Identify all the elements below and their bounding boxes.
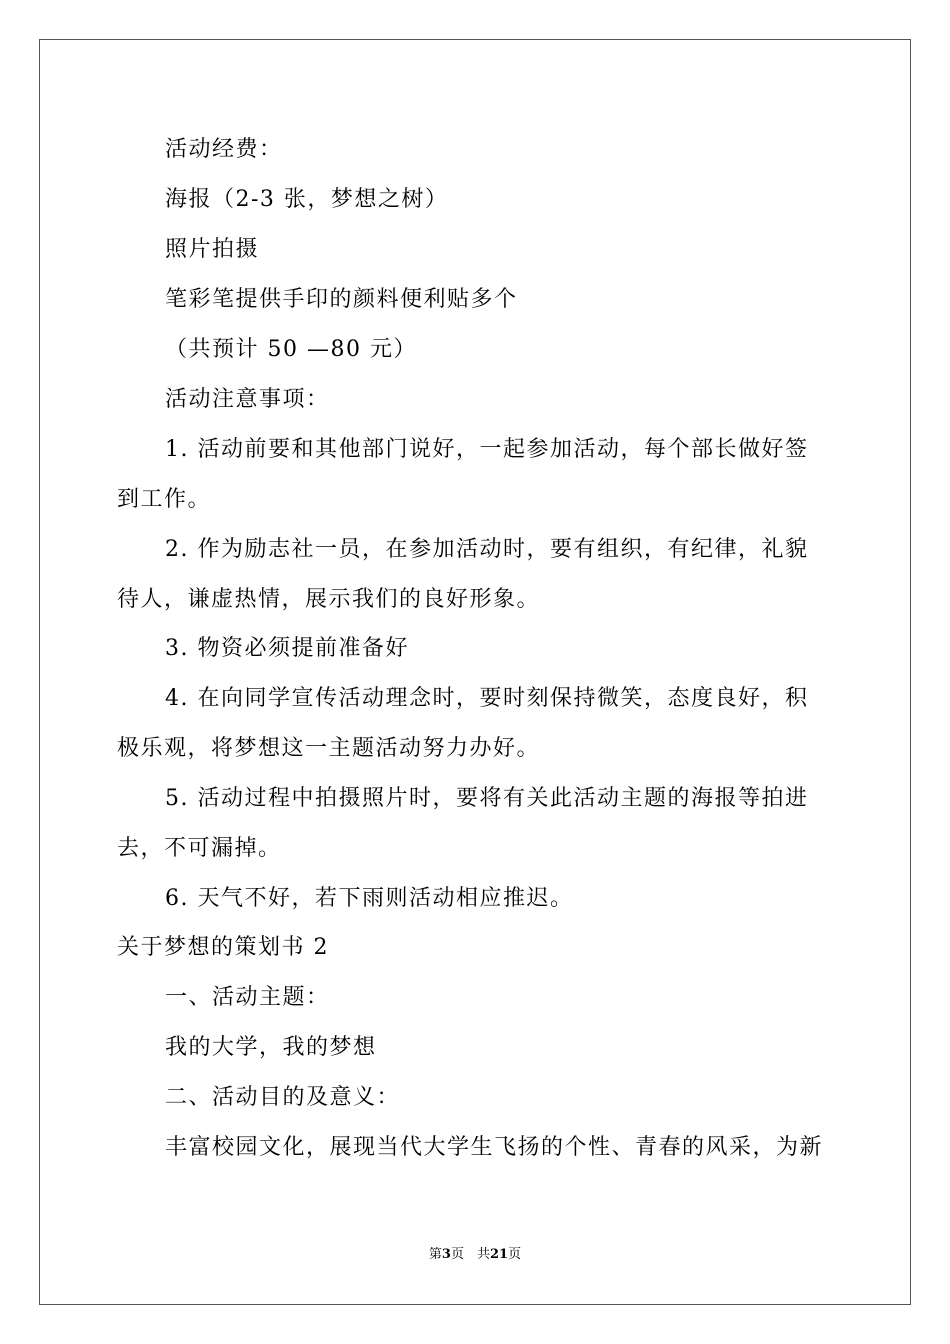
text-line: 我的大学，我的梦想 bbox=[165, 1035, 377, 1060]
list-item: 2. 作为励志社一员，在参加活动时，要有组织，有纪律，礼貌 bbox=[165, 537, 809, 562]
list-item: 4. 在向同学宣传活动理念时，要时刻保持微笑，态度良好，积 bbox=[165, 686, 809, 711]
text-line: （共预计 50 —80 元） bbox=[165, 337, 417, 362]
footer-page-suffix: 页 bbox=[508, 1247, 522, 1262]
list-item: 1. 活动前要和其他部门说好，一起参加活动，每个部长做好签 bbox=[165, 437, 809, 462]
text-line: 丰富校园文化，展现当代大学生飞扬的个性、青春的风采，为新 bbox=[165, 1135, 824, 1160]
list-item: 3. 物资必须提前准备好 bbox=[165, 636, 409, 661]
section-heading: 二、活动目的及意义： bbox=[165, 1085, 401, 1110]
list-item-continuation: 极乐观，将梦想这一主题活动努力办好。 bbox=[117, 736, 541, 761]
section-title: 关于梦想的策划书 2 bbox=[117, 935, 329, 960]
text-line: 笔彩笔提供手印的颜料便利贴多个 bbox=[165, 287, 518, 312]
section-heading: 活动注意事项： bbox=[165, 387, 330, 412]
text-line: 海报（2-3 张，梦想之树） bbox=[165, 187, 449, 212]
list-item: 5. 活动过程中拍摄照片时，要将有关此活动主题的海报等拍进 bbox=[165, 786, 809, 811]
footer-page-number: 3 bbox=[441, 1247, 451, 1262]
list-item: 6. 天气不好，若下雨则活动相应推迟。 bbox=[165, 886, 574, 911]
list-item-continuation: 去，不可漏掉。 bbox=[117, 836, 282, 861]
text-line: 照片拍摄 bbox=[165, 237, 260, 262]
footer-total-pages: 21 bbox=[489, 1247, 509, 1262]
text-line: 活动经费： bbox=[165, 137, 283, 162]
footer-page-prefix: 第 bbox=[428, 1247, 442, 1262]
footer-page-mid: 页 共 bbox=[450, 1247, 490, 1262]
section-heading: 一、活动主题： bbox=[165, 985, 330, 1010]
page-border bbox=[39, 39, 911, 1305]
list-item-continuation: 到工作。 bbox=[117, 487, 212, 512]
page-footer bbox=[0, 1246, 950, 1264]
list-item-continuation: 待人，谦虚热情，展示我们的良好形象。 bbox=[117, 587, 541, 612]
